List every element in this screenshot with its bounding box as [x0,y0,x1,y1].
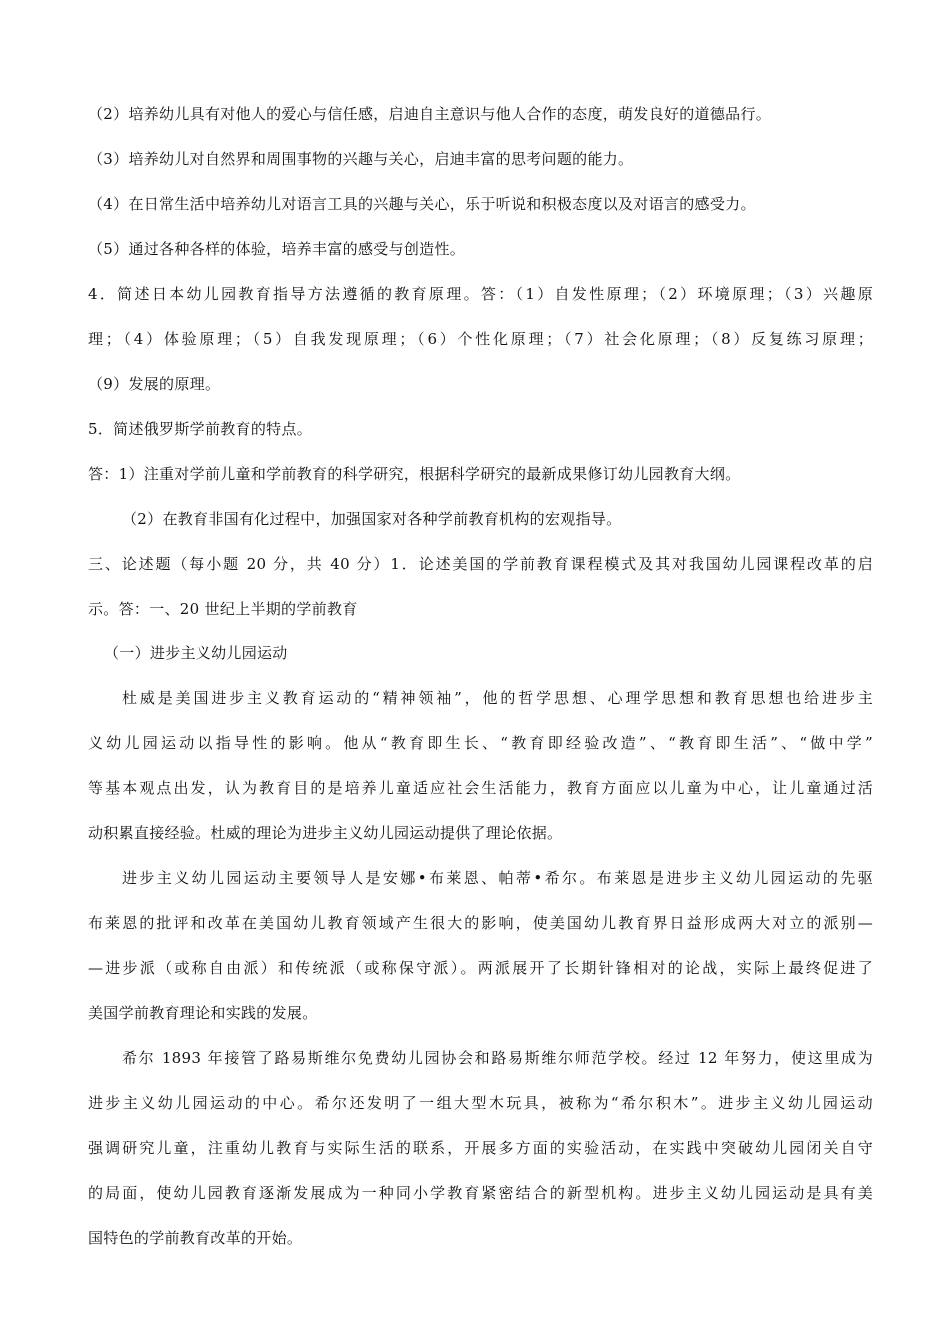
paragraph-line: 动积累直接经验。杜威的理论为进步主义幼儿园运动提供了理论依据。 [88,824,563,842]
subsection-heading: （一）进步主义幼儿园运动 [104,644,288,662]
text-line: 理；（4）体验原理；（5）自我发现原理；（6）个性化原理；（7）社会化原理；（8）反复练习原理； [88,330,873,348]
text-line: （4）在日常生活中培养幼儿对语言工具的兴趣与关心，乐于听说和积极态度以及对语言的感受力。 [88,195,756,213]
paragraph-line: 美国学前教育理论和实践的发展。 [88,1004,318,1022]
text-line: 答：1）注重对学前儿童和学前教育的科学研究，根据科学研究的最新成果修订幼儿园教育大纲。 [88,465,741,483]
text-line: （9）发展的原理。 [88,375,221,393]
paragraph-line: 进步主义幼儿园运动的中心。希尔还发明了一组大型木玩具，被称为“希尔积木”。进步主义幼儿园运动 [88,1094,873,1112]
text-line: 示。答：一、20 世纪上半期的学前教育 [88,600,358,618]
paragraph-line: 进步主义幼儿园运动主要领导人是安娜•布莱恩、帕蒂•希尔。布莱恩是进步主义幼儿园运动的先驱 [122,869,873,887]
paragraph-line: 希尔 1893 年接管了路易斯维尔免费幼儿园协会和路易斯维尔师范学校。经过 12 年努力，使这里成为 [122,1049,873,1067]
paragraph-line: 义幼儿园运动以指导性的影响。他从“教育即生长、“教育即经验改造”、“教育即生活”、“做中学” [88,734,873,752]
text-line: （5）通过各种各样的体验，培养丰富的感受与创造性。 [88,240,466,258]
question-heading: 5．简述俄罗斯学前教育的特点。 [88,420,313,438]
paragraph-line: 的局面，使幼儿园教育逐渐发展成为一种同小学教育紧密结合的新型机构。进步主义幼儿园运动是具有美 [88,1184,873,1202]
paragraph-line: 杜威是美国进步主义教育运动的“精神领袖”，他的哲学思想、心理学思想和教育思想也给进步主 [122,689,873,707]
text-line: （3）培养幼儿对自然界和周围事物的兴趣与关心，启迪丰富的思考问题的能力。 [88,150,634,168]
paragraph-line: 国特色的学前教育改革的开始。 [88,1229,303,1247]
text-line: 4．简述日本幼儿园教育指导方法遵循的教育原理。答：（1）自发性原理；（2）环境原理；（3）兴趣原 [88,285,873,303]
section-heading: 三、论述题（每小题 20 分，共 40 分）1．论述美国的学前教育课程模式及其对我国幼儿园课程改革的启 [88,555,873,573]
paragraph-line: 强调研究儿童，注重幼儿教育与实际生活的联系，开展多方面的实验活动，在实践中突破幼儿园闭关自守 [88,1139,873,1157]
paragraph-line: 等基本观点出发，认为教育目的是培养儿童适应社会生活能力，教育方面应以儿童为中心，让儿童通过活 [88,779,873,797]
paragraph-line: 布莱恩的批评和改革在美国幼儿教育领域产生很大的影响，使美国幼儿教育界日益形成两大对立的派别— [88,914,873,932]
text-line: （2）培养幼儿具有对他人的爱心与信任感，启迪自主意识与他人合作的态度，萌发良好的道德品行。 [88,105,772,123]
text-line: （2）在教育非国有化过程中，加强国家对各种学前教育机构的宏观指导。 [122,510,622,528]
paragraph-line: —进步派（或称自由派）和传统派（或称保守派）。两派展开了长期针锋相对的论战，实际上最终促进了 [88,959,873,977]
